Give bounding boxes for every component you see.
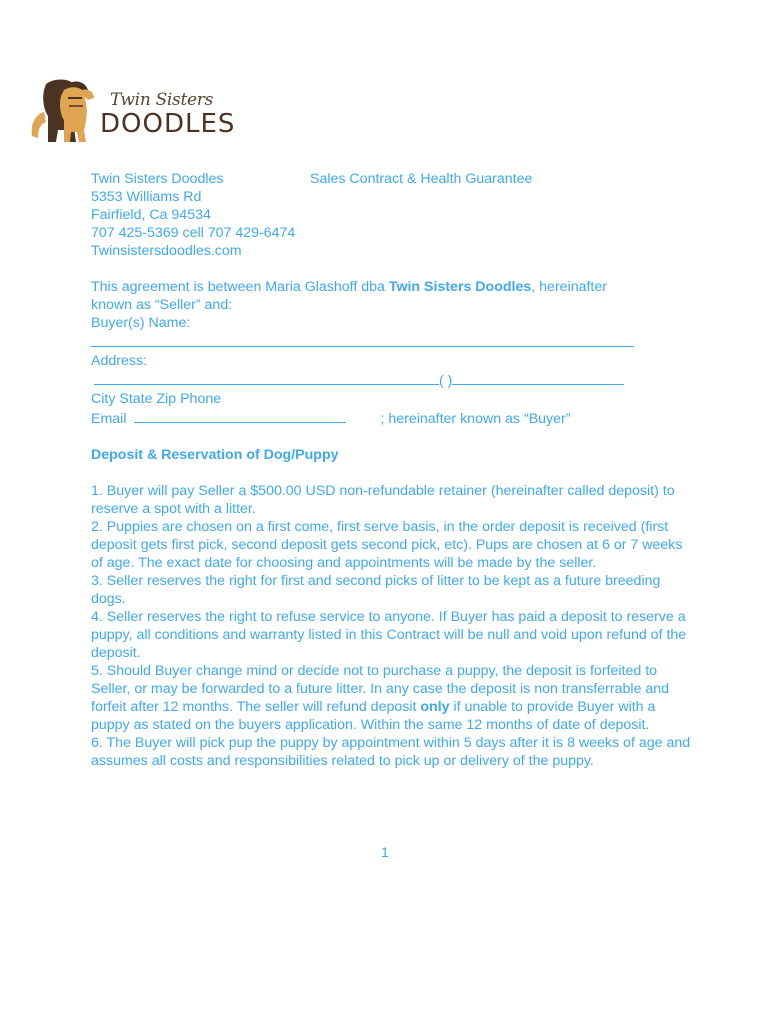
clause-5-emphasis: only <box>420 699 450 715</box>
page-number: 1 <box>381 845 389 861</box>
agreement-intro <box>91 278 691 296</box>
seller-name: Twin Sisters Doodles <box>388 279 532 295</box>
buyer-suffix: ; hereinafter known as “Buyer” <box>380 411 571 427</box>
buyer-name-field[interactable] <box>91 332 691 352</box>
company-address: 5353 Williams Rd <box>91 189 202 205</box>
agreement-intro-line2: known as “Seller” and: <box>91 297 233 313</box>
address-field-row[interactable] <box>91 370 691 390</box>
twin-sisters-doodles-logo <box>24 76 254 146</box>
clause-5-text-end: if unable to provide Buyer with a puppy as stated on the buyers application. Within the same 12 months of date of deposit. <box>91 699 656 733</box>
logo-word-text: DOODLES <box>100 109 236 139</box>
clause-4: 4. Seller reserves the right to refuse service to anyone. If Buyer has paid a deposit to reserve a puppy, all conditions and warranty listed in this Contract will be null and void upon refund of the deposit. <box>91 609 687 661</box>
intro-suffix: , hereinafter <box>531 279 607 295</box>
logo-script-text: Twin Sisters <box>110 90 214 110</box>
buyer-name-label: Buyer(s) Name: <box>91 315 191 331</box>
document-title: Sales Contract & Health Guarantee <box>310 171 533 187</box>
clause-1: 1. Buyer will pay Seller a $500.00 USD non-refundable retainer (hereinafter called deposit) to reserve a spot with a litter. <box>91 483 675 517</box>
intro-prefix: This agreement is between Maria Glashoff dba <box>91 279 389 295</box>
email-field[interactable] <box>134 408 346 423</box>
section-title: Deposit & Reservation of Dog/Puppy <box>91 447 339 463</box>
clause-2: 2. Puppies are chosen on a first come, first serve basis, in the order deposit is received (first deposit gets first pick, second deposit gets second pick, etc). Pups are chosen at 6 or 7 weeks of age. The exact date for choosing and appointments will be made by the seller. <box>91 519 683 571</box>
clause-6: 6. The Buyer will pick pup the puppy by appointment within 5 days after it is 8 weeks of age and assumes all costs and responsibilities related to pick up or delivery of the puppy. <box>91 735 691 769</box>
contract-body <box>91 170 691 770</box>
phone-paren: ( ) <box>439 373 453 389</box>
clause-5-text: 5. Should Buyer change mind or decide not to purchase a puppy, the deposit is forfeited to Seller, or may be forwarded to a future litter. In any case the deposit is non transferrable and forfeit after 12 months. The seller will refund deposit <box>91 663 670 715</box>
company-name: Twin Sisters Doodles <box>91 171 224 187</box>
company-city: Fairfield, Ca 94534 <box>91 207 211 223</box>
clause-5 <box>91 662 691 734</box>
email-label: Email <box>91 411 127 427</box>
header-row <box>91 170 691 188</box>
address-label: Address: <box>91 353 147 369</box>
company-website: Twinsistersdoodles.com <box>91 243 242 259</box>
clause-3: 3. Seller reserves the right for first and second picks of litter to be kept as a future breeding dogs. <box>91 573 661 607</box>
company-phones: 707 425-5369 cell 707 429-6474 <box>91 225 296 241</box>
city-state-zip-label: City State Zip Phone <box>91 391 222 407</box>
email-row <box>91 408 691 428</box>
